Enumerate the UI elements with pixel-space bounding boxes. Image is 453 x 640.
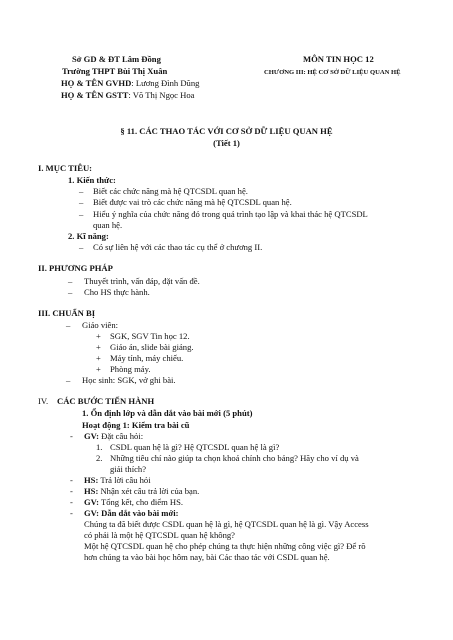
teacher-item: Máy tính, máy chiếu.	[110, 353, 184, 363]
knowledge-item-continued: quan hệ.	[93, 220, 123, 230]
bullet-plus: +	[96, 342, 101, 352]
activity-heading: Hoạt động 1: Kiểm tra bài cũ	[82, 420, 190, 430]
bullet-dash: –	[66, 375, 71, 385]
step-heading: 1. Ổn định lớp và dẫn dắt vào bài mới (5 phút)	[82, 408, 253, 418]
method-item: Cho HS thực hành.	[84, 287, 150, 297]
knowledge-heading: 1. Kiến thức:	[68, 175, 116, 185]
teacher-item: Giáo án, slide bài giảng.	[110, 342, 194, 352]
knowledge-item: Biết được vai trò các chức năng mà hệ QTCSDL quan hệ.	[93, 197, 292, 207]
hs-text: Nhận xét câu trả lời của bạn.	[98, 486, 200, 496]
gv-text: Đặt câu hỏi:	[98, 431, 144, 441]
question-number: 1.	[96, 442, 103, 452]
gv-label: GV:	[84, 431, 99, 441]
hs-label: HS:	[84, 486, 99, 496]
gvhd-name: : Lương Đình Dũng	[131, 78, 200, 88]
gv-text: Tổng kết, cho điểm HS.	[98, 497, 184, 507]
question-item-continued: giải thích?	[110, 464, 147, 474]
gstt-name: : Võ Thị Ngọc Hoa	[128, 90, 195, 100]
bullet-dash: –	[68, 276, 73, 286]
lesson-title: § 11. CÁC THAO TÁC VỚI CƠ SỞ DỮ LIỆU QUAN HỆ	[120, 126, 333, 136]
question-item: CSDL quan hệ là gì? Hệ QTCSDL quan hệ là gì?	[110, 442, 280, 452]
lead-in-paragraph: Một hệ QTCSDL quan hệ cho phép chúng ta thực hiện những công việc gì? Để rõ	[84, 541, 366, 551]
bullet-hyphen: -	[70, 497, 73, 507]
method-item: Thuyết trình, vấn đáp, đặt vấn đề.	[84, 276, 200, 286]
bullet-dash: –	[79, 197, 84, 207]
bullet-dash: –	[79, 209, 84, 219]
bullet-hyphen: -	[70, 486, 73, 496]
section-procedure-heading: CÁC BƯỚC TIẾN HÀNH	[57, 396, 155, 406]
bullet-plus: +	[96, 353, 101, 363]
question-item: Những tiêu chí nào giúp ta chọn khoá chính cho bảng? Hãy cho ví dụ và	[110, 453, 359, 463]
hs-label: HS:	[84, 475, 99, 485]
header-department: Sở GD & ĐT Lâm Đồng	[72, 54, 161, 64]
lead-in-paragraph: Chúng ta đã biết được CSDL quan hệ là gì, hệ QTCSDL quan hệ là gì. Vậy Access	[84, 519, 369, 529]
teacher-asks	[84, 431, 143, 441]
knowledge-item: Biết các chức năng mà hệ QTCSDL quan hệ.	[93, 186, 248, 196]
lead-in-paragraph: hơn chúng ta vào bài học hôm nay, bài Các thao tác với CSDL quan hệ.	[84, 552, 330, 562]
bullet-dash: –	[68, 287, 73, 297]
section-procedure-number: IV.	[38, 396, 49, 406]
gvhd-label: HỌ & TÊN GVHD	[61, 78, 132, 88]
chapter-title: CHƯƠNG III: HỆ CƠ SỞ DỮ LIỆU QUAN HỆ	[264, 69, 401, 76]
student-answers	[84, 475, 151, 485]
lesson-period: (Tiết 1)	[213, 138, 240, 148]
skill-item: Có sự liên hệ với các thao tác cụ thể ở chương II.	[93, 242, 263, 252]
skill-heading: 2. Kĩ năng:	[68, 231, 109, 241]
header-gvhd	[61, 78, 199, 88]
bullet-plus: +	[96, 331, 101, 341]
teacher-item: Phòng máy.	[110, 364, 151, 374]
question-number: 2.	[96, 453, 103, 463]
subject-title: MÔN TIN HỌC 12	[303, 54, 374, 64]
knowledge-item: Hiểu ý nghĩa của chức năng đó trong quá trình tạo lập và khai thác hệ QTCSDL	[93, 209, 368, 219]
bullet-dash: –	[79, 186, 84, 196]
section-methods-heading: II. PHƯƠNG PHÁP	[38, 263, 113, 273]
lead-in-paragraph: có phải là một hệ QTCSDL quan hệ không?	[84, 530, 235, 540]
student-item: Học sinh: SGK, vở ghi bài.	[82, 375, 176, 385]
bullet-dash: –	[79, 242, 84, 252]
bullet-hyphen: -	[70, 475, 73, 485]
bullet-hyphen: -	[70, 508, 73, 518]
gstt-label: HỌ & TÊN GSTT	[61, 90, 129, 100]
teacher-item: SGK, SGV Tin học 12.	[110, 331, 190, 341]
teacher-summary	[84, 497, 183, 507]
teacher-lead-in-label: GV: Dẫn dắt vào bài mới:	[84, 508, 179, 518]
student-comments	[84, 486, 199, 496]
gv-label: GV:	[84, 497, 99, 507]
section-objectives-heading: I. MỤC TIÊU:	[38, 163, 93, 173]
hs-text: Trả lời câu hỏi	[98, 475, 151, 485]
header-gstt	[61, 90, 194, 100]
teacher-label: Giáo viên:	[82, 320, 119, 330]
bullet-plus: +	[96, 364, 101, 374]
header-school: Trường THPT Bùi Thị Xuân	[62, 66, 168, 76]
section-preparation-heading: III. CHUẨN BỊ	[38, 308, 96, 318]
bullet-dash: –	[66, 320, 71, 330]
bullet-hyphen: -	[70, 431, 73, 441]
